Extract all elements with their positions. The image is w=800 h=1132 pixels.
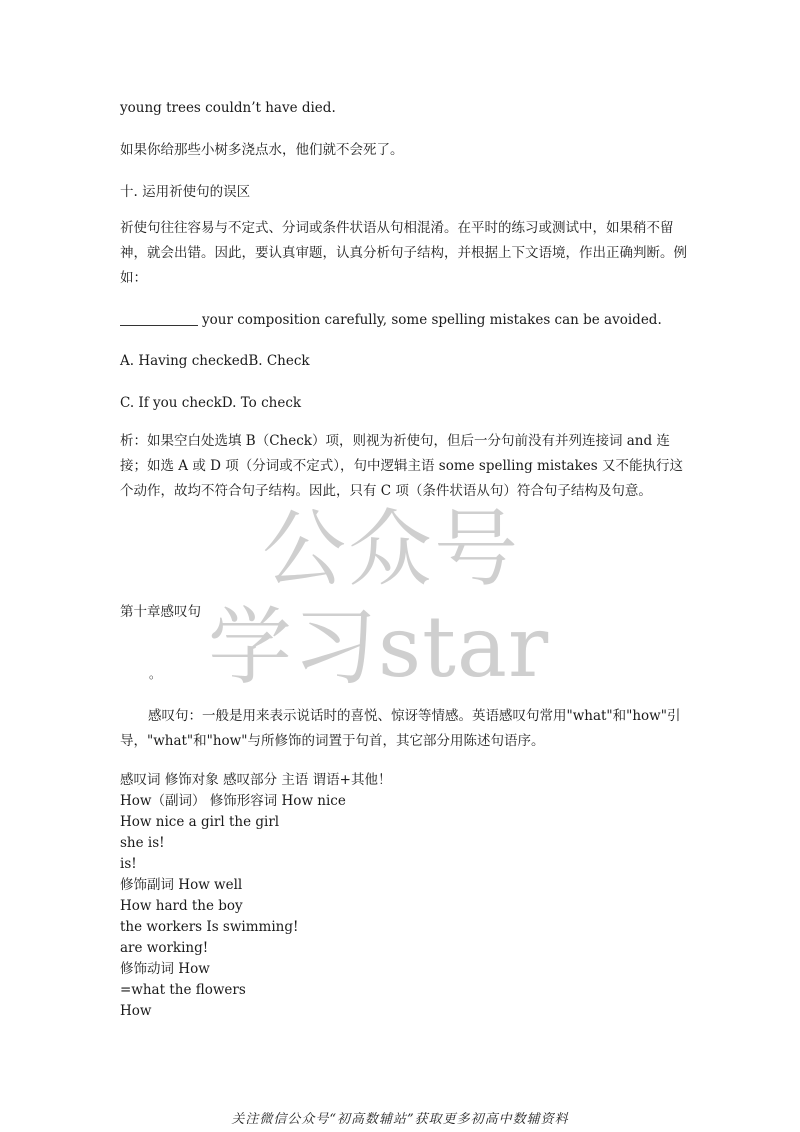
table-line: =what the flowers [120, 982, 246, 998]
dot-mark: 。 [149, 667, 162, 681]
paragraph: 祈使句往往容易与不定式、分词或条件状语从句相混淆。在平时的练习或测试中，如果稍不留神，就会出错。因此，要认真审题，认真分析句子结构，并根据上下文语境，作出正确判断。例如： [120, 220, 687, 286]
text-line: 如果你给那些小树多浇点水，他们就不会死了。 [120, 142, 404, 158]
table-line: 修饰动词 How [120, 961, 210, 977]
page-footer: 关注微信公众号“初高数辅站”获取更多初高中数辅资料 [231, 1112, 569, 1127]
watermark-line-2: 学习star [208, 598, 550, 696]
table-line: the workers Is swimming! [120, 919, 299, 935]
table-line: 感叹词 修饰对象 感叹部分 主语 谓语+其他！ [120, 772, 392, 788]
table-line: 修饰副词 How well [120, 877, 243, 893]
section-title: 十. 运用祈使句的误区 [120, 184, 251, 200]
table-line: How [120, 1003, 152, 1019]
answer-blank [120, 311, 198, 326]
table-line: How（副词） 修饰形容词 How nice [120, 793, 346, 809]
table-line: are working! [120, 940, 209, 956]
options-line: A. Having checkedB. Check [120, 353, 310, 369]
question-line [120, 310, 662, 330]
text-line: young trees couldn’t have died. [120, 100, 336, 116]
watermark-line-1: 公众号 [262, 500, 521, 598]
question-text: your composition carefully, some spelling mistakes can be avoided. [202, 312, 662, 328]
table-line: How hard the boy [120, 898, 243, 914]
analysis-paragraph: 析：如果空白处选填 B（Check）项，则视为祈使句，但后一分句前没有并列连接词 and 连接；如选 A 或 D 项（分词或不定式），句中逻辑主语 some spelling mistakes 又不能执行这个动作，故均不符合句子结构。因此，只有 C 项（条件状语从句）符合句子结构及句意。 [120, 433, 683, 499]
table-line: is! [120, 856, 137, 872]
intro-paragraph: 感叹句：一般是用来表示说话时的喜悦、惊讶等情感。英语感叹句常用"what"和"how"引导，"what"和"how"与所修饰的词置于句首，其它部分用陈述句语序。 [120, 708, 681, 749]
options-line: C. If you checkD. To check [120, 395, 302, 411]
chapter-title: 第十章感叹句 [120, 604, 201, 620]
table-line: she is! [120, 835, 165, 851]
table-line: How nice a girl the girl [120, 814, 280, 830]
